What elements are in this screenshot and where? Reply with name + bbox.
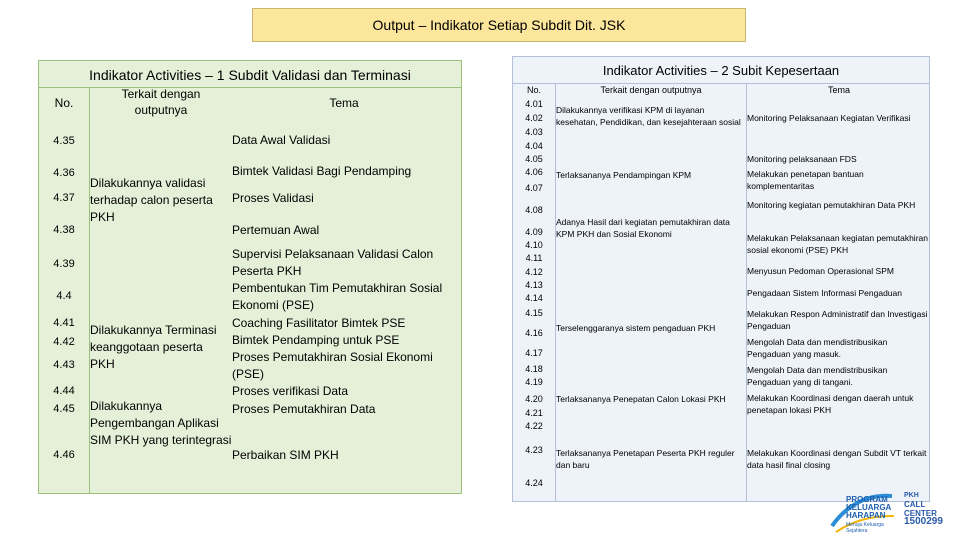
pkh-text: KELUARGA <box>846 503 892 512</box>
row-number: 4.18 <box>525 364 543 374</box>
tema-item: Melakukan penetapan bantuan komplementaritas <box>747 169 864 191</box>
row-number: 4.16 <box>525 328 543 338</box>
output-pendampingan: Terlaksananya Pendampingan KPM <box>556 170 692 180</box>
row-number: 4.43 <box>53 359 75 371</box>
row-number: 4.19 <box>525 377 543 387</box>
output-sim-pkh: Dilakukannya Pengembangan Aplikasi SIM PKH yang terintegrasi <box>90 399 232 447</box>
output-terminasi: Dilakukannya Terminasi keanggotaan peserta PKH <box>90 323 217 371</box>
tema-item: Supervisi Pelaksanaan Validasi Calon Peserta PKH <box>232 247 434 278</box>
row-number: 4.05 <box>525 154 543 164</box>
row-number: 4.01 <box>525 99 543 109</box>
row-number: 4.35 <box>53 135 75 147</box>
row-number: 4.39 <box>53 258 75 270</box>
row-number: 4.07 <box>525 183 543 193</box>
row-number: 4.09 <box>525 227 543 237</box>
tema-item: Melakukan Pelaksanaan kegiatan pemutakhiran sosial ekonomi (PSE) PKH <box>747 233 928 255</box>
tema-item: Data Awal Validasi <box>232 133 331 147</box>
cc-number: 1500299 <box>904 516 943 527</box>
tema-item: Proses verifikasi Data <box>232 384 349 398</box>
tema-item: Mengolah Data dan mendistribusikan Pengaduan yang di tangani. <box>747 365 888 387</box>
tema-item: Melakukan Koordinasi dengan daerah untuk penetapan lokasi PKH <box>747 393 914 415</box>
tema-item: Monitoring Pelaksanaan Kegiatan Verifikasi <box>747 113 911 123</box>
row-number: 4.38 <box>53 224 75 236</box>
cc-brand: PKH <box>904 492 919 499</box>
row-number: 4.23 <box>525 445 543 455</box>
header-tema: Tema <box>827 85 850 95</box>
row-number: 4.15 <box>525 308 543 318</box>
header-tema: Tema <box>329 96 359 110</box>
tema-item: Perbaikan SIM PKH <box>232 448 339 462</box>
output-validasi: Dilakukannya validasi terhadap calon peserta PKH <box>90 176 213 224</box>
row-number: 4.46 <box>53 449 75 461</box>
row-number: 4.13 <box>525 280 543 290</box>
tema-item: Proses Validasi <box>232 191 314 205</box>
output-pengaduan: Terselenggaranya sistem pengaduan PKH <box>556 323 716 333</box>
tema-item: Proses Pemutakhiran Data <box>232 402 376 416</box>
tema-item: Pengadaan Sistem Informasi Pengaduan <box>747 288 902 298</box>
row-number: 4.4 <box>56 290 72 302</box>
row-number: 4.04 <box>525 141 543 151</box>
row-number: 4.17 <box>525 348 543 358</box>
row-number: 4.20 <box>525 394 543 404</box>
page-title: Output – Indikator Setiap Subdit Dit. JSK <box>252 8 746 42</box>
output-pemutakhiran: Adanya Hasil dari kegiatan pemutakhiran data KPM PKH dan Sosial Ekonomi <box>556 217 730 239</box>
right-section-title: Indikator Activities – 2 Subit Kepesertaan <box>602 63 840 78</box>
output-penetapan: Terlaksananya Penetapan Peserta PKH reguler dan baru <box>556 448 735 470</box>
row-number: 4.44 <box>53 385 75 397</box>
subdit-kepesertaan-table <box>512 56 930 502</box>
row-number: 4.37 <box>53 192 75 204</box>
tema-item: Pertemuan Awal <box>232 223 320 237</box>
row-number: 4.03 <box>525 127 543 137</box>
row-number: 4.24 <box>525 478 543 488</box>
row-number: 4.45 <box>53 403 75 415</box>
output-lokasi: Terlaksananya Penepatan Calon Lokasi PKH <box>556 394 726 404</box>
row-number: 4.11 <box>525 253 543 263</box>
pkh-text: HARAPAN <box>846 511 886 520</box>
left-section-title: Indikator Activities – 1 Subdit Validasi dan Terminasi <box>89 67 411 83</box>
header-output: Terkait dengan outputnya <box>600 85 702 95</box>
pkh-logo <box>826 486 898 536</box>
row-number: 4.36 <box>53 167 75 179</box>
row-number: 4.12 <box>525 267 543 277</box>
cc-label: CALL CENTER <box>904 500 937 518</box>
subdit-validasi-terminasi-table <box>38 60 462 494</box>
row-number: 4.02 <box>525 113 543 123</box>
row-number: 4.21 <box>525 408 543 418</box>
divider <box>555 83 556 501</box>
tema-item: Melakukan Respon Administratif dan Investigasi Pengaduan <box>747 309 928 331</box>
tema-item: Mengolah Data dan mendistribusikan Pengaduan yang masuk. <box>747 337 888 359</box>
tema-item: Proses Pemutakhiran Sosial Ekonomi (PSE) <box>232 350 433 381</box>
pkh-text: PROGRAM <box>846 495 888 504</box>
header-no: No. <box>54 96 74 110</box>
call-center-logo <box>904 490 960 538</box>
tema-item: Melakukan Koordinasi dengan Subdit VT terkait data hasil final closing <box>747 448 927 470</box>
row-number: 4.22 <box>525 421 543 431</box>
row-number: 4.14 <box>525 293 543 303</box>
header-output: Terkait dengan outputnya <box>121 87 201 117</box>
divider <box>513 83 929 84</box>
tema-item: Menyusun Pedoman Operasional SPM <box>747 266 894 276</box>
row-number: 4.08 <box>525 205 543 215</box>
tema-item: Bimtek Pendamping untuk PSE <box>232 333 400 347</box>
row-number: 4.10 <box>525 240 543 250</box>
row-number: 4.06 <box>525 167 543 177</box>
tema-item: Coaching Fasilitator Bimtek PSE <box>232 316 406 330</box>
tema-item: Monitoring kegiatan pemutakhiran Data PKH <box>747 200 916 210</box>
divider <box>39 87 461 88</box>
header-no: No. <box>526 85 541 95</box>
output-verifikasi: Dilakukannya verifikasi KPM di layanan kesehatan, Pendidikan, dan kesejahteraan sosial <box>556 105 741 127</box>
pkh-tagline: Menuju Keluarga Sejahtera <box>846 522 884 534</box>
tema-item: Bimtek Validasi Bagi Pendamping <box>232 164 412 178</box>
tema-item: Monitoring pelaksanaan FDS <box>747 154 857 164</box>
tema-item: Pembentukan Tim Pemutakhiran Sosial Ekonomi (PSE) <box>232 281 443 312</box>
row-number: 4.42 <box>53 336 75 348</box>
row-number: 4.41 <box>53 317 75 329</box>
